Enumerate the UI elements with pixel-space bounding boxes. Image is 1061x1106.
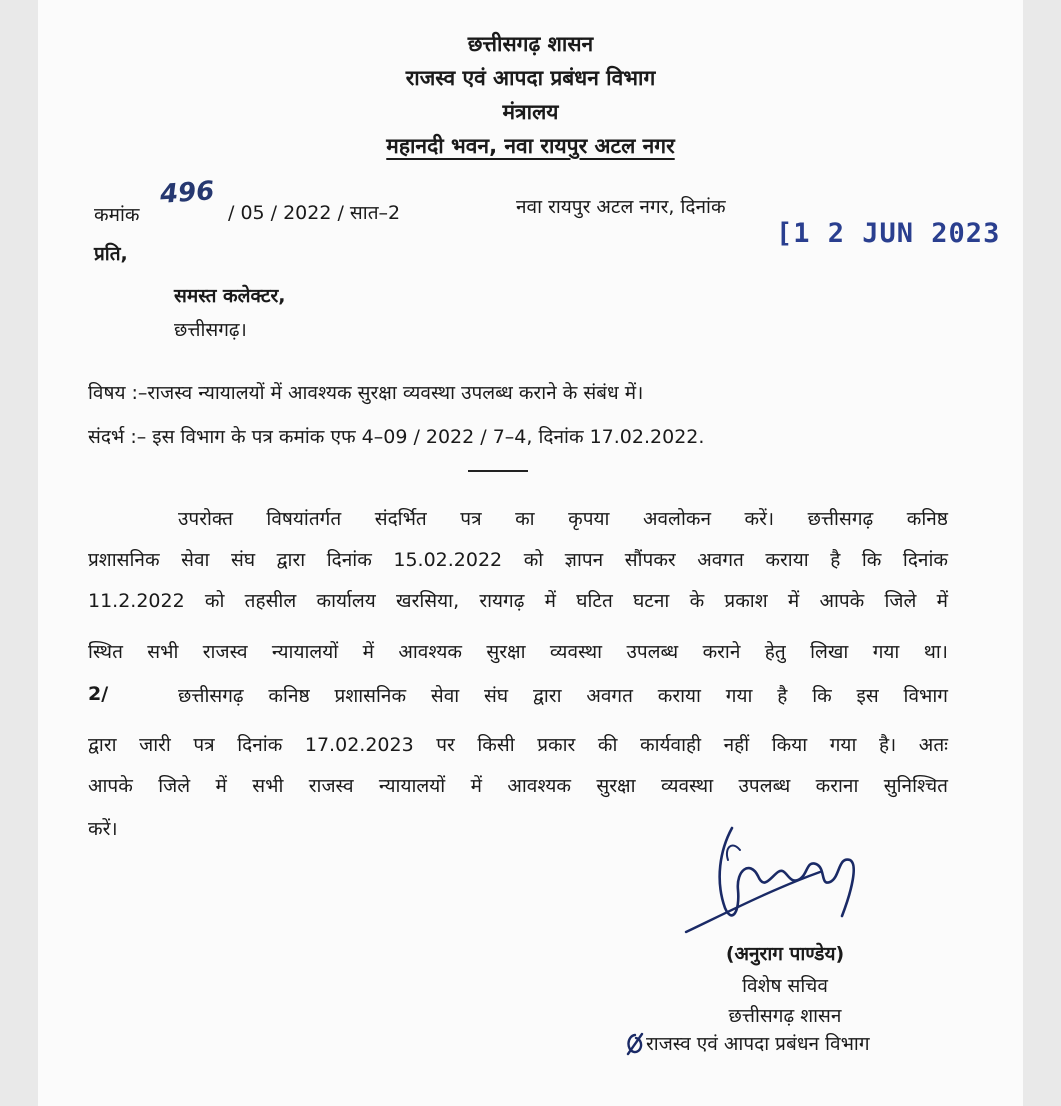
paragraph-1-line-4: स्थित सभी राजस्व न्यायालयों में आवश्यक सुरक्षा व्यवस्था उपलब्ध कराने हेतु लिखा गया था। <box>88 641 948 663</box>
paragraph-2-line-3: आपके जिले में सभी राजस्व न्यायालयों में आवश्यक सुरक्षा व्यवस्था उपलब्ध कराना सुनिश्चित <box>88 775 948 797</box>
ink-mark-icon <box>624 1032 646 1056</box>
separator-rule <box>468 470 528 472</box>
signatory-designation: विशेष सचिव <box>742 975 828 997</box>
paragraph-2-line-2: द्वारा जारी पत्र दिनांक 17.02.2023 पर किसी प्रकार की कार्यवाही नहीं किया गया है। अतः <box>88 734 948 756</box>
signatory-department: राजस्व एवं आपदा प्रबंधन विभाग <box>646 1033 870 1055</box>
address-line: महानदी भवन, नवा रायपुर अटल नगर <box>386 134 675 158</box>
ref-suffix: / 05 / 2022 / सात–2 <box>228 202 401 224</box>
subject-line: विषय :–राजस्व न्यायालयों में आवश्यक सुरक्षा व्यवस्था उपलब्ध कराने के संबंध में। <box>88 382 644 404</box>
to-label: प्रति, <box>94 243 128 265</box>
handwritten-signature <box>680 820 870 945</box>
date-stamp: [1 2 JUN 2023 <box>776 218 1001 249</box>
ref-number-handwritten: 496 <box>159 176 216 210</box>
paragraph-1-line-1: उपरोक्त विषयांतर्गत संदर्भित पत्र का कृपया अवलोकन करें। छत्तीसगढ़ कनिष्ठ <box>178 508 948 530</box>
signatory-name: (अनुराग पाण्डेय) <box>725 943 845 965</box>
department-title: राजस्व एवं आपदा प्रबंधन विभाग <box>405 66 656 90</box>
place-date-label: नवा रायपुर अटल नगर, दिनांक <box>516 196 726 218</box>
paragraph-1-line-3: 11.2.2022 को तहसील कार्यालय खरसिया, रायगढ़ में घटित घटना के प्रकाश में आपके जिले में <box>88 590 948 612</box>
paragraph-2-line-4: करें। <box>88 818 118 840</box>
recipient-state: छत्तीसगढ़। <box>174 319 247 341</box>
paragraph-2-number: 2/ <box>88 683 109 705</box>
office-title: मंत्रालय <box>502 100 559 124</box>
paragraph-2-line-1: छत्तीसगढ़ कनिष्ठ प्रशासनिक सेवा संघ द्वारा अवगत कराया गया है कि इस विभाग <box>178 685 948 707</box>
govt-title: छत्तीसगढ़ शासन <box>467 32 594 56</box>
recipient-name: समस्त कलेक्टर, <box>174 285 286 307</box>
paragraph-1-line-2: प्रशासनिक सेवा संघ द्वारा दिनांक 15.02.2022 को ज्ञापन सौंपकर अवगत कराया है कि दिनांक <box>88 549 948 571</box>
signatory-govt: छत्तीसगढ़ शासन <box>728 1005 842 1027</box>
ref-label: कमांक <box>94 204 140 226</box>
reference-line: संदर्भ :– इस विभाग के पत्र कमांक एफ 4–09 / 2022 / 7–4, दिनांक 17.02.2022. <box>88 426 705 448</box>
